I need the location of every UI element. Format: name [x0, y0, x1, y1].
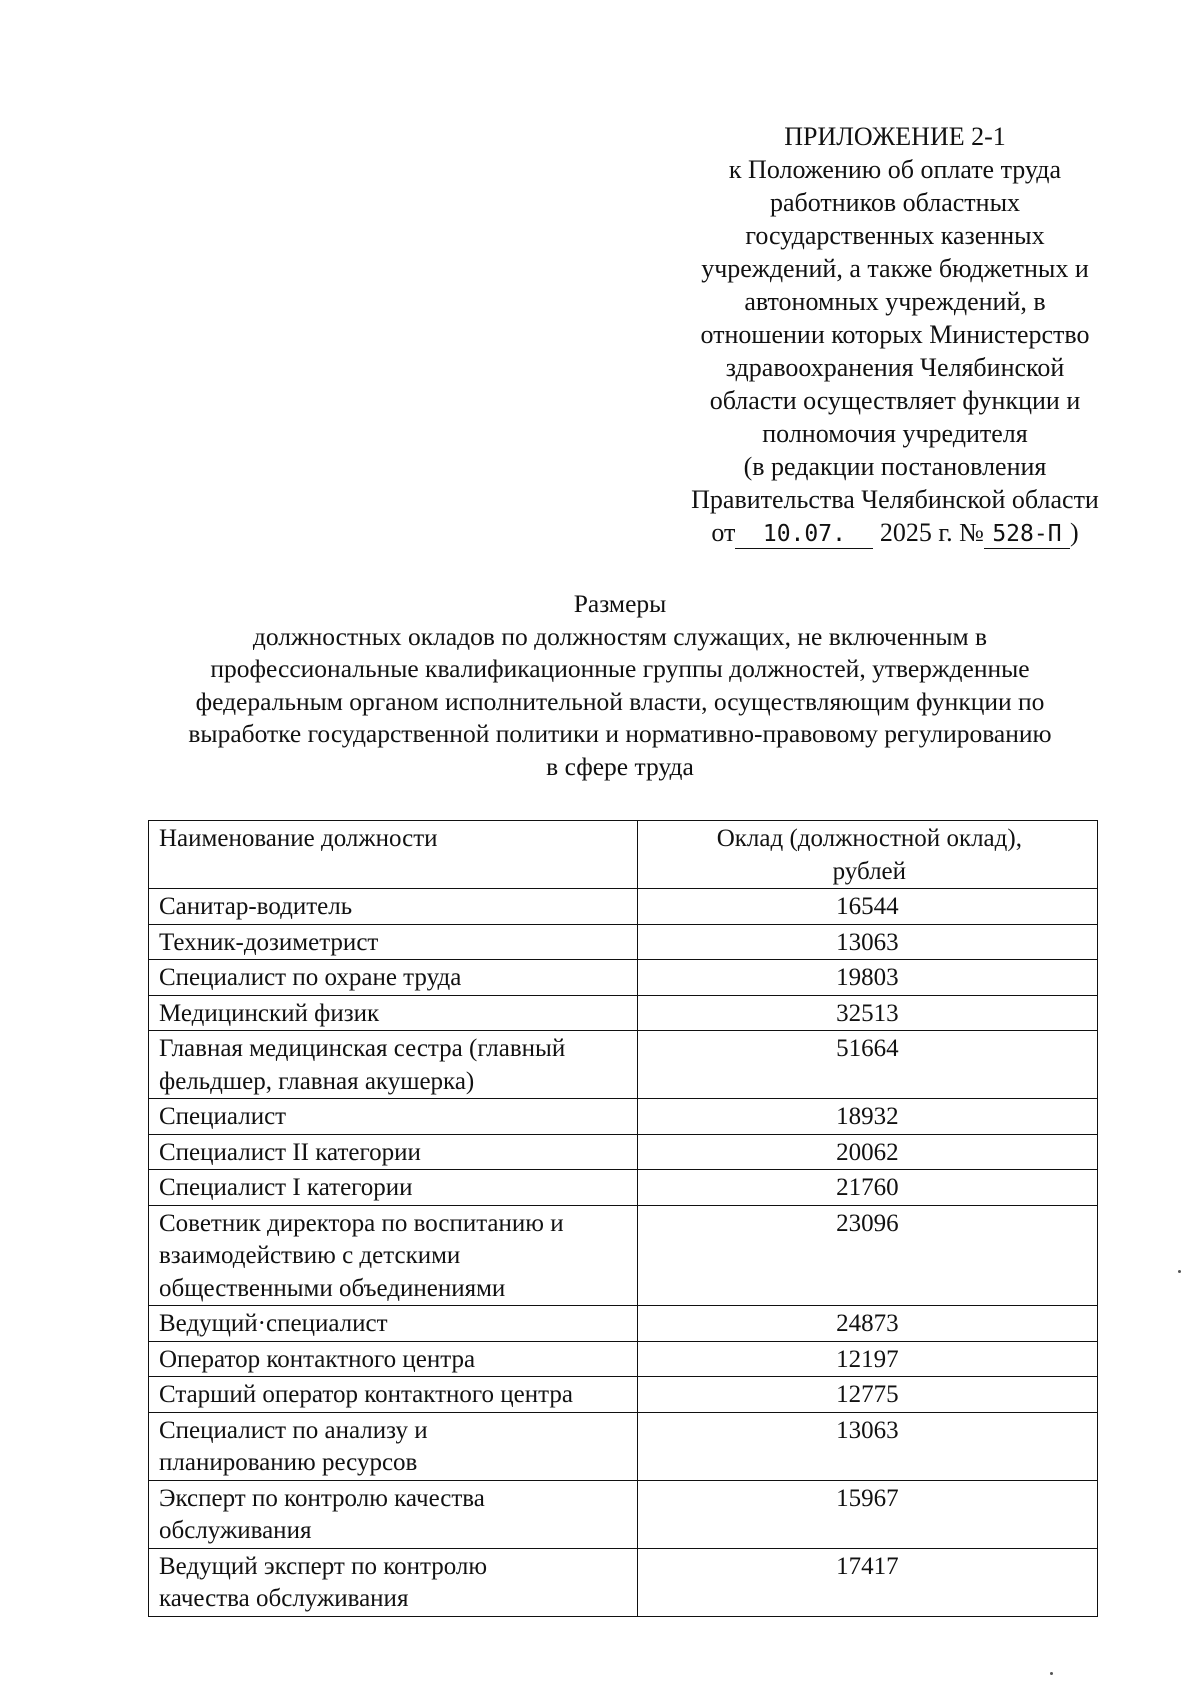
position-name-cell — [149, 924, 638, 960]
table-row — [149, 1170, 1098, 1206]
position-name-cell — [149, 1099, 638, 1135]
header-position-name: Наименование должности — [149, 821, 638, 889]
date-prefix: от — [711, 518, 736, 547]
position-name-line: Эксперт по контролю качества — [159, 1484, 485, 1512]
annex-line: ПРИЛОЖЕНИЕ 2-1 — [784, 122, 1006, 151]
salary-cell: 19803 — [637, 960, 1097, 996]
position-name-line: Специалист I категории — [159, 1174, 413, 1201]
table-row — [149, 1205, 1098, 1306]
salary-cell: 15967 — [637, 1480, 1097, 1548]
position-name-line: Оператор контактного центра — [159, 1345, 476, 1373]
annex-line: к Положению об оплате труда — [728, 155, 1062, 184]
annex-block — [660, 120, 1130, 549]
position-name-line: Санитар-водитель — [159, 893, 353, 920]
annex-line: области осуществляет функции и — [709, 386, 1081, 415]
annex-line: автономных учреждений, в — [744, 287, 1046, 316]
table-row — [149, 1548, 1098, 1616]
header-salary-line: Оклад (должностной оклад), — [716, 825, 1022, 852]
position-name-line: Техник-дозиметрист — [159, 928, 379, 956]
position-name-line: Специалист II категории — [159, 1138, 421, 1166]
decree-number-field: 528-П — [984, 520, 1070, 549]
annex-line: государственных казенных — [745, 221, 1045, 250]
date-field: 10.07. — [735, 520, 873, 549]
table-row — [149, 1031, 1098, 1099]
table-row — [149, 1099, 1098, 1135]
annex-line: (в редакции постановления — [743, 452, 1047, 481]
position-name-cell — [149, 1548, 638, 1616]
title-line: должностных окладов по должностям служащих, не включенным в — [252, 621, 988, 651]
position-name-line: Специалист — [159, 1103, 287, 1130]
position-name-line: планированию ресурсов — [159, 1449, 418, 1476]
salary-cell: 13063 — [637, 1412, 1097, 1480]
table-row — [149, 1480, 1098, 1548]
table-row — [149, 995, 1098, 1031]
scan-artifact — [1050, 1672, 1053, 1675]
position-name-cell — [149, 1205, 638, 1306]
annex-line: полномочия учредителя — [762, 419, 1028, 448]
table-row — [149, 1341, 1098, 1377]
salary-cell: 51664 — [637, 1031, 1097, 1099]
table-body — [149, 889, 1098, 1617]
position-name-cell — [149, 1480, 638, 1548]
annex-line: работников областных — [769, 188, 1021, 217]
position-name-cell — [149, 995, 638, 1031]
table-row — [149, 924, 1098, 960]
salary-cell: 21760 — [637, 1170, 1097, 1206]
annex-line: Правительства Челябинской области — [691, 485, 1099, 514]
position-name-line: Советник директора по воспитанию и — [159, 1209, 564, 1237]
salary-cell: 32513 — [637, 995, 1097, 1031]
position-name-cell — [149, 1412, 638, 1480]
position-name-cell — [149, 1306, 638, 1342]
table-row — [149, 1412, 1098, 1480]
position-name-line: качества обслуживания — [159, 1585, 409, 1612]
header-salary-line: рублей — [832, 857, 907, 885]
table-row — [149, 1134, 1098, 1170]
table-row — [149, 1377, 1098, 1413]
position-name-line: Медицинский физик — [159, 999, 380, 1027]
salary-cell: 23096 — [637, 1205, 1097, 1306]
salary-table — [148, 820, 1098, 1617]
title-line: в сфере труда — [546, 751, 694, 781]
annex-date-line — [660, 516, 1130, 549]
closing-paren: ) — [1069, 518, 1079, 547]
title-line: выработке государственной политики и нормативно-правовому регулированию — [188, 719, 1052, 748]
table-row — [149, 889, 1098, 925]
salary-cell: 18932 — [637, 1099, 1097, 1135]
position-name-cell — [149, 1341, 638, 1377]
position-name-cell — [149, 1170, 638, 1206]
position-name-line: Главная медицинская сестра (главный — [159, 1035, 566, 1062]
salary-cell: 24873 — [637, 1306, 1097, 1342]
header-salary — [637, 821, 1097, 889]
position-name-line: фельдшер, главная акушерка) — [159, 1067, 475, 1095]
table-row — [149, 1306, 1098, 1342]
position-name-line: Ведущий эксперт по контролю — [159, 1552, 488, 1580]
title-line: профессиональные квалификационные группы должностей, утвержденные — [210, 654, 1030, 683]
document-title — [140, 588, 1100, 783]
annex-line: отношении которых Министерство — [700, 320, 1090, 349]
salary-cell: 17417 — [637, 1548, 1097, 1616]
position-name-line: Ведущий·специалист — [159, 1310, 388, 1337]
scan-artifact — [1178, 1270, 1181, 1273]
salary-cell: 13063 — [637, 924, 1097, 960]
position-name-line: взаимодействию с детскими — [159, 1242, 461, 1269]
position-name-line: Специалист по анализу и — [159, 1416, 428, 1444]
position-name-cell — [149, 960, 638, 996]
table-header-row — [149, 821, 1098, 889]
table-row — [149, 960, 1098, 996]
annex-line: здравоохранения Челябинской — [725, 353, 1065, 382]
salary-cell: 20062 — [637, 1134, 1097, 1170]
year-number-label: 2025 г. № — [879, 518, 984, 547]
salary-cell: 12775 — [637, 1377, 1097, 1413]
salary-cell: 12197 — [637, 1341, 1097, 1377]
position-name-line: Старший оператор контактного центра — [159, 1381, 573, 1408]
annex-line: учреждений, а также бюджетных и — [701, 254, 1089, 283]
position-name-line: Специалист по охране труда — [159, 964, 462, 991]
position-name-line: общественными объединениями — [159, 1274, 506, 1302]
position-name-line: обслуживания — [159, 1517, 312, 1544]
position-name-cell — [149, 1134, 638, 1170]
position-name-cell — [149, 1377, 638, 1413]
position-name-cell — [149, 1031, 638, 1099]
salary-cell: 16544 — [637, 889, 1097, 925]
position-name-cell — [149, 889, 638, 925]
title-line: федеральным органом исполнительной власти, осуществляющим функции по — [195, 686, 1045, 716]
title-heading: Размеры — [573, 589, 667, 618]
